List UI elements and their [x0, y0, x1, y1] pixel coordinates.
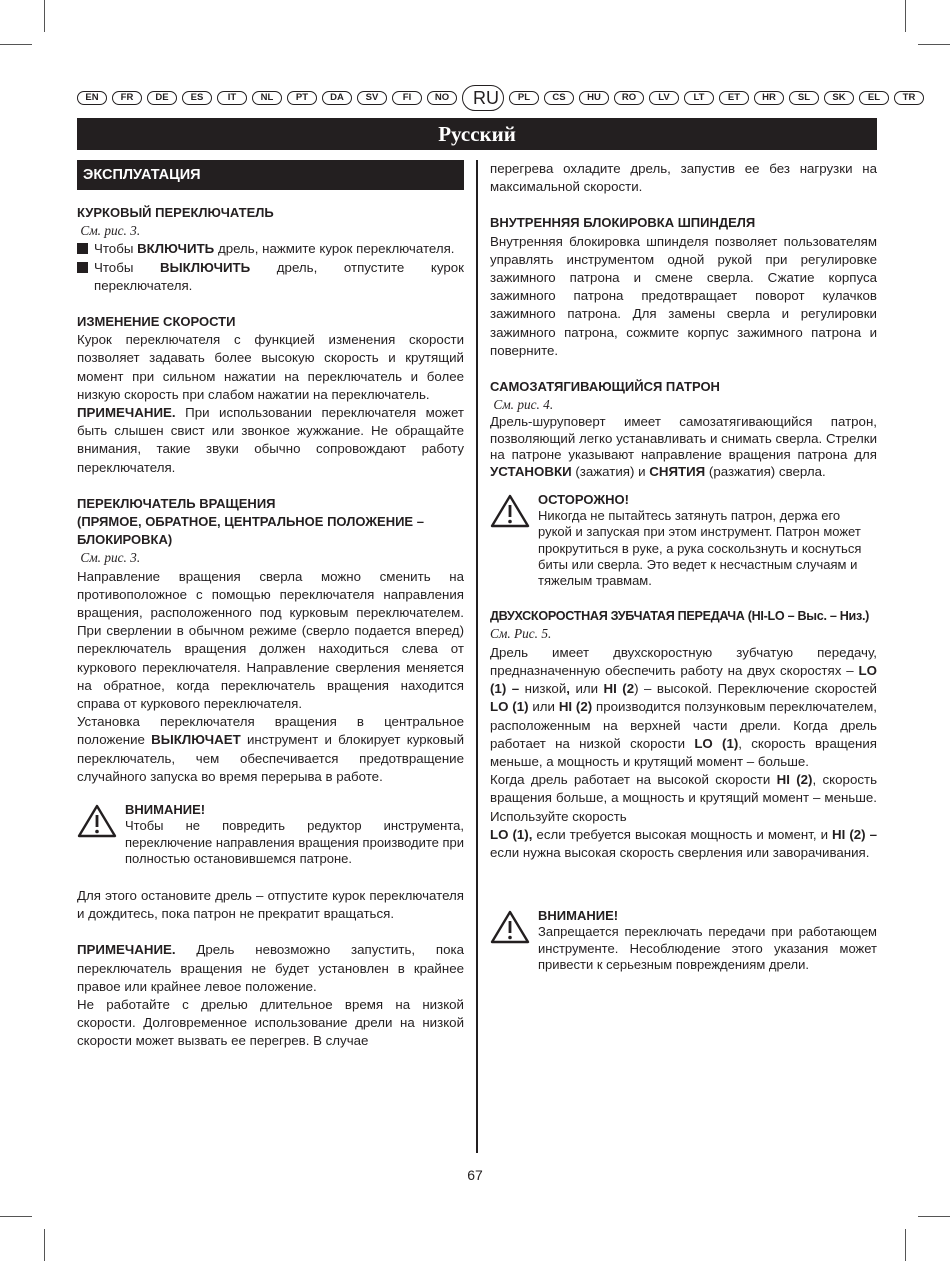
language-selector — [77, 87, 916, 109]
list-item: Чтобы ВЫКЛЮЧИТЬ дрель, отпустите курок переключателя. — [77, 259, 464, 295]
stop-text: Для этого остановите дрель – отпустите курок переключателя и дождитесь, пока патрон не прекратит вращаться. — [77, 887, 464, 922]
language-badge-el: EL — [859, 91, 889, 105]
caution-title: ОСТОРОЖНО! — [538, 492, 629, 508]
trigger-ref: См. рис. 3. — [80, 223, 141, 239]
crop-mark — [44, 1229, 45, 1261]
warning-triangle-icon — [77, 802, 125, 867]
spindle-text: Внутренняя блокировка шпинделя позволяет пользователям управлять инструментом одной рукой при регулировке зажимного патрона и смене сверла. Сжатие корпуса зажимного патрона предотвращает поворот кулачков зажимного патрона. Для замены сверла и регулировки зажимного патрона, сожмите корпус зажимного патрона и поверните. — [490, 233, 877, 358]
left-column — [77, 160, 464, 1051]
language-badge-hu: HU — [579, 91, 609, 105]
language-badge-fi: FI — [392, 91, 422, 105]
language-badge-ru: RU — [462, 85, 504, 111]
page-title: Русский — [77, 118, 877, 150]
bullet-square-icon — [77, 243, 88, 254]
speed-heading: ИЗМЕНЕНИЕ СКОРОСТИ — [77, 314, 236, 330]
crop-mark — [905, 1229, 906, 1261]
overheat-text: перегрева охладите дрель, запустив ее без нагрузки на максимальной скорости. — [490, 161, 877, 195]
trigger-heading: КУРКОВЫЙ ПЕРЕКЛЮЧАТЕЛЬ — [77, 205, 274, 220]
crop-mark — [0, 1216, 32, 1217]
bullet-square-icon — [77, 262, 88, 273]
caution-box — [490, 492, 877, 589]
rotation-ref: См. рис. 3. — [80, 550, 141, 566]
language-badge-de: DE — [147, 91, 177, 105]
warning-text: Чтобы не повредить редуктор инструмента, переключение направления вращения производите при полностью остановившемся патроне. — [125, 818, 465, 866]
crop-mark — [905, 0, 906, 32]
language-badge-es: ES — [182, 91, 212, 105]
language-badge-da: DA — [322, 91, 352, 105]
chuck-text: Дрель-шуруповерт имеет самозатягивающийся патрон, позволяющий легко устанавливать и снимать сверла. Стрелки на патроне указывают направление вращения патрона для УСТАНОВКИ (зажатия) и СНЯТИЯ (разжатия) сверла. — [490, 414, 877, 479]
language-badge-cs: CS — [544, 91, 574, 105]
language-badge-sv: SV — [357, 91, 387, 105]
speed-text: Курок переключателя с функцией изменения скорости позволяет задавать более высокую скорость и крутящий момент при сильном нажатии на переключатель и более низкую скорость при слабом нажатии на переключатель. — [77, 332, 464, 402]
gear-text-2: Когда дрель работает на высокой скорости HI (2), скорость вращения больше, а мощность и крутящий момент – меньше. Используйте скорость — [490, 772, 878, 824]
language-badge-lt: LT — [684, 91, 714, 105]
language-badge-ro: RO — [614, 91, 644, 105]
language-badge-nl: NL — [252, 91, 282, 105]
chuck-heading: САМОЗАТЯГИВАЮЩИЙСЯ ПАТРОН — [490, 379, 720, 395]
note-text: ПРИМЕЧАНИЕ. Дрель невозможно запустить, пока переключатель вращения не будет установлен в крайнее правое или крайнее левое положение. — [77, 942, 464, 994]
rotation-heading: ПЕРЕКЛЮЧАТЕЛЬ ВРАЩЕНИЯ (ПРЯМОЕ, ОБРАТНОЕ, ЦЕНТРАЛЬНОЕ ПОЛОЖЕНИЕ – БЛОКИРОВКА) — [77, 495, 424, 548]
warning-box — [77, 802, 464, 867]
warning-title: ВНИМАНИЕ! — [538, 908, 619, 924]
warning-box — [490, 908, 877, 973]
spindle-heading: ВНУТРЕННЯЯ БЛОКИРОВКА ШПИНДЕЛЯ — [490, 215, 756, 231]
language-badge-fr: FR — [112, 91, 142, 105]
crop-mark — [918, 44, 950, 45]
language-badge-et: ET — [719, 91, 749, 105]
language-badge-it: IT — [217, 91, 247, 105]
caution-text: Никогда не пытайтесь затянуть патрон, держа его рукой и запуская при этом инструмент. Патрон может прокрутиться в руке, а рука соскользнуть и коснуться биты или сверла. Это ведет к несчастным случаям и тяжелым травмам. — [538, 508, 862, 589]
language-badge-sk: SK — [824, 91, 854, 105]
language-badge-pt: PT — [287, 91, 317, 105]
rotation-text-2: Установка переключателя вращения в центральное положение ВЫКЛЮЧАЕТ инструмент и блокирует курковый переключатель, чем обеспечивается предотвращение случайного запуска во время перерыва в работе. — [77, 714, 464, 784]
speed-note: ПРИМЕЧАНИЕ. При использовании переключателя может быть слышен свист или звонкое жужжание. Не обращайте внимания, такие звуки обычно сопровождают работу переключателя. — [77, 405, 464, 475]
language-badge-lv: LV — [649, 91, 679, 105]
language-badge-tr: TR — [894, 91, 924, 105]
crop-mark — [0, 44, 32, 45]
low-speed-text: Не работайте с дрелью длительное время на низкой скорости. Долговременное использование дрели на низкой скорости может вызвать ее перегрев. В случае — [77, 996, 464, 1049]
crop-mark — [44, 0, 45, 32]
gear-heading: ДВУХСКОРОСТНАЯ ЗУБЧАТАЯ ПЕРЕДАЧА (HI-LO – Выс. – Низ.) — [490, 609, 870, 624]
gear-ref: См. Рис. 5. — [490, 626, 552, 642]
right-column — [490, 160, 877, 973]
rotation-text: Направление вращения сверла можно сменить на противоположное с помощью переключателя направления вращения, расположенного под курковым переключателем. При сверлении в обычном режиме (сверло подается вперед) переключатель вращения должен находиться слева от куркового переключателя. Направление сверления меняется на обратное, когда переключатель вращения находится справа от куркового переключателя. — [77, 568, 464, 712]
column-divider — [476, 160, 478, 1153]
gear-text-3: LO (1), если требуется высокая мощность и момент, и HI (2) – если нужна высокая скорость сверления или заворачивания. — [490, 826, 877, 860]
language-badge-no: NO — [427, 91, 457, 105]
crop-mark — [918, 1216, 950, 1217]
warning-title: ВНИМАНИЕ! — [125, 802, 206, 818]
page-number: 67 — [467, 1167, 483, 1183]
chuck-ref: См. рис. 4. — [493, 397, 554, 413]
language-badge-hr: HR — [754, 91, 784, 105]
gear-text: Дрель имеет двухскоростную зубчатую передачу, предназначенную обеспечить работу на двух скоростях – LO (1) – низкой, или HI (2) – высокой. Переключение скоростей LO (1) или HI (2) производится ползунковым переключателем, расположенным на верхней части дрели. Когда дрель работает на низкой скорости LO (1), скорость вращения меньше, а мощность и крутящий момент – больше. — [490, 644, 877, 769]
language-badge-sl: SL — [789, 91, 819, 105]
language-badge-pl: PL — [509, 91, 539, 105]
warning-text: Запрещается переключать передачи при работающем инструменте. Несоблюдение этого указания может привести к серьезным повреждениям дрели. — [538, 924, 877, 972]
language-badge-en: EN — [77, 91, 107, 105]
section-heading: ЭКСПЛУАТАЦИЯ — [77, 160, 464, 190]
warning-triangle-icon — [490, 492, 538, 589]
warning-triangle-icon — [490, 908, 538, 973]
list-item: Чтобы ВКЛЮЧИТЬ дрель, нажмите курок переключателя. — [77, 240, 464, 258]
